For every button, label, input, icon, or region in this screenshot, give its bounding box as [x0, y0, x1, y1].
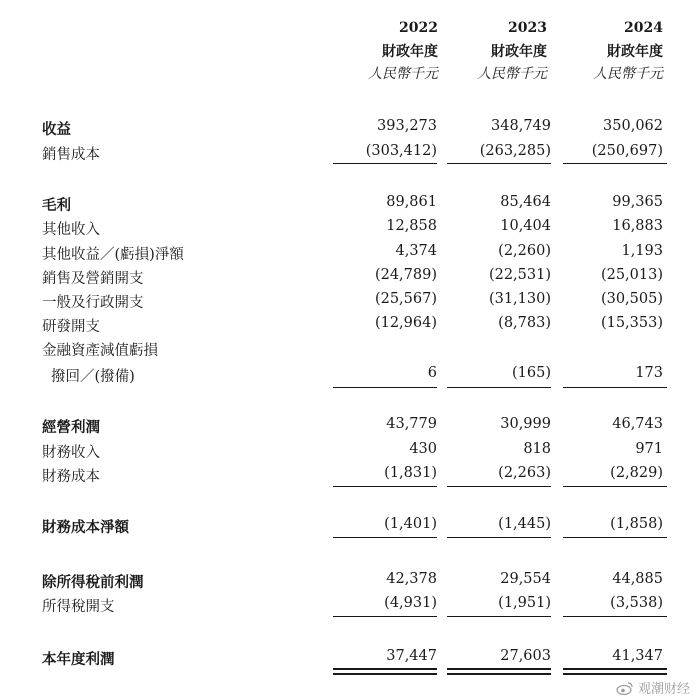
value-2022: (303,412)	[365, 143, 437, 159]
value-2023: (1,445)	[498, 516, 551, 532]
value-2022: (24,789)	[374, 267, 437, 283]
row-revenue	[0, 118, 700, 138]
row-label: 除所得稅前利潤	[42, 574, 144, 591]
value-2022: 430	[409, 441, 437, 457]
value-2022: 37,447	[386, 648, 437, 664]
row-cost-of-sales	[0, 143, 700, 163]
value-2023: 348,749	[491, 118, 551, 134]
row-label: 研發開支	[42, 319, 100, 335]
value-2023: (8,783)	[498, 315, 551, 331]
value-2024: (25,013)	[600, 267, 663, 283]
value-2024: 971	[635, 441, 663, 457]
value-2024: 173	[635, 365, 663, 381]
value-2023: (31,130)	[488, 291, 551, 307]
column-period: 財政年度	[607, 44, 663, 60]
row-net-finance-costs	[0, 516, 700, 536]
value-2024: 16,883	[612, 218, 663, 234]
value-2022: 393,273	[377, 118, 437, 134]
column-unit: 人民幣千元	[593, 66, 663, 82]
value-2024: (2,829)	[610, 465, 663, 481]
value-2023: (1,951)	[498, 595, 551, 611]
row-impairment-label	[0, 339, 700, 359]
subtotal-rule	[333, 616, 437, 617]
row-finance-income	[0, 441, 700, 461]
value-2024: 99,365	[612, 194, 663, 210]
column-unit: 人民幣千元	[477, 66, 547, 82]
row-label: 財務成本淨額	[42, 519, 129, 536]
row-label: 財務收入	[42, 445, 100, 461]
row-selling-expenses	[0, 267, 700, 287]
value-2023: 818	[523, 441, 551, 457]
row-profit-before-tax	[0, 571, 700, 591]
row-operating-profit	[0, 416, 700, 436]
row-gross-profit	[0, 194, 700, 214]
subtotal-rule	[447, 387, 551, 388]
row-label: 所得稅開支	[42, 599, 115, 615]
row-label: 財務成本	[42, 469, 100, 485]
value-2024: 46,743	[612, 416, 663, 432]
value-2024: 1,193	[621, 243, 663, 259]
row-label: 一般及行政開支	[42, 295, 144, 311]
column-header-2024	[553, 19, 663, 83]
row-label: 毛利	[42, 197, 71, 214]
row-label: 銷售成本	[42, 147, 100, 163]
value-2024: (3,538)	[610, 595, 663, 611]
column-year: 2023	[508, 20, 547, 36]
subtotal-rule	[447, 486, 551, 487]
subtotal-rule	[447, 537, 551, 538]
row-profit-for-year	[0, 648, 700, 668]
value-2023: (2,260)	[498, 243, 551, 259]
value-2022: 12,858	[386, 218, 437, 234]
column-unit: 人民幣千元	[368, 66, 438, 82]
value-2022: (12,964)	[374, 315, 437, 331]
subtotal-rule	[563, 616, 667, 617]
subtotal-rule	[333, 163, 437, 164]
value-2024: (15,353)	[600, 315, 663, 331]
weibo-icon	[616, 681, 634, 695]
subtotal-rule	[563, 486, 667, 487]
value-2023: 27,603	[500, 648, 551, 664]
subtotal-rule	[563, 163, 667, 164]
column-period: 財政年度	[382, 44, 438, 60]
value-2022: 89,861	[386, 194, 437, 210]
value-2022: 4,374	[395, 243, 437, 259]
subtotal-rule	[333, 387, 437, 388]
total-double-rule	[447, 673, 551, 675]
value-2022: 6	[427, 365, 437, 381]
row-other-gains	[0, 243, 700, 263]
total-double-rule	[563, 673, 667, 675]
row-income-tax	[0, 595, 700, 615]
value-2023: (165)	[512, 365, 551, 381]
total-double-rule	[333, 668, 437, 670]
subtotal-rule	[563, 387, 667, 388]
row-label: 金融資產減值虧損	[42, 343, 158, 359]
value-2023: 10,404	[500, 218, 551, 234]
total-double-rule	[563, 668, 667, 670]
watermark-text: 观潮财经	[637, 682, 690, 697]
value-2023: 29,554	[500, 571, 551, 587]
subtotal-rule	[563, 537, 667, 538]
column-year: 2022	[399, 20, 438, 36]
watermark	[616, 678, 690, 697]
value-2023: (2,263)	[498, 465, 551, 481]
value-2022: (1,831)	[384, 465, 437, 481]
row-label: 其他收益／(虧損)淨額	[42, 247, 184, 263]
row-label: 本年度利潤	[42, 651, 115, 668]
row-label: 收益	[42, 121, 71, 138]
row-impairment	[0, 365, 700, 385]
row-other-income	[0, 218, 700, 238]
row-label: 銷售及營銷開支	[42, 271, 144, 287]
row-finance-costs	[0, 465, 700, 485]
subtotal-rule	[447, 163, 551, 164]
value-2024: (30,505)	[600, 291, 663, 307]
row-label: 撥回／(撥備)	[51, 369, 135, 385]
column-year: 2024	[624, 20, 663, 36]
column-header-2022	[328, 19, 438, 83]
total-double-rule	[333, 673, 437, 675]
value-2023: (263,285)	[479, 143, 551, 159]
row-label: 經營利潤	[42, 419, 100, 436]
subtotal-rule	[333, 486, 437, 487]
value-2022: (1,401)	[384, 516, 437, 532]
column-header-2023	[437, 19, 547, 83]
column-period: 財政年度	[491, 44, 547, 60]
subtotal-rule	[447, 616, 551, 617]
value-2022: 43,779	[386, 416, 437, 432]
value-2024: (1,858)	[610, 516, 663, 532]
value-2022: (4,931)	[384, 595, 437, 611]
value-2022: (25,567)	[374, 291, 437, 307]
value-2022: 42,378	[386, 571, 437, 587]
row-rd-expenses	[0, 315, 700, 335]
total-double-rule	[447, 668, 551, 670]
value-2024: 350,062	[603, 118, 663, 134]
value-2024: 41,347	[612, 648, 663, 664]
row-label: 其他收入	[42, 222, 100, 238]
subtotal-rule	[333, 537, 437, 538]
value-2024: 44,885	[612, 571, 663, 587]
value-2023: 30,999	[500, 416, 551, 432]
value-2023: (22,531)	[488, 267, 551, 283]
value-2023: 85,464	[500, 194, 551, 210]
value-2024: (250,697)	[591, 143, 663, 159]
row-admin-expenses	[0, 291, 700, 311]
